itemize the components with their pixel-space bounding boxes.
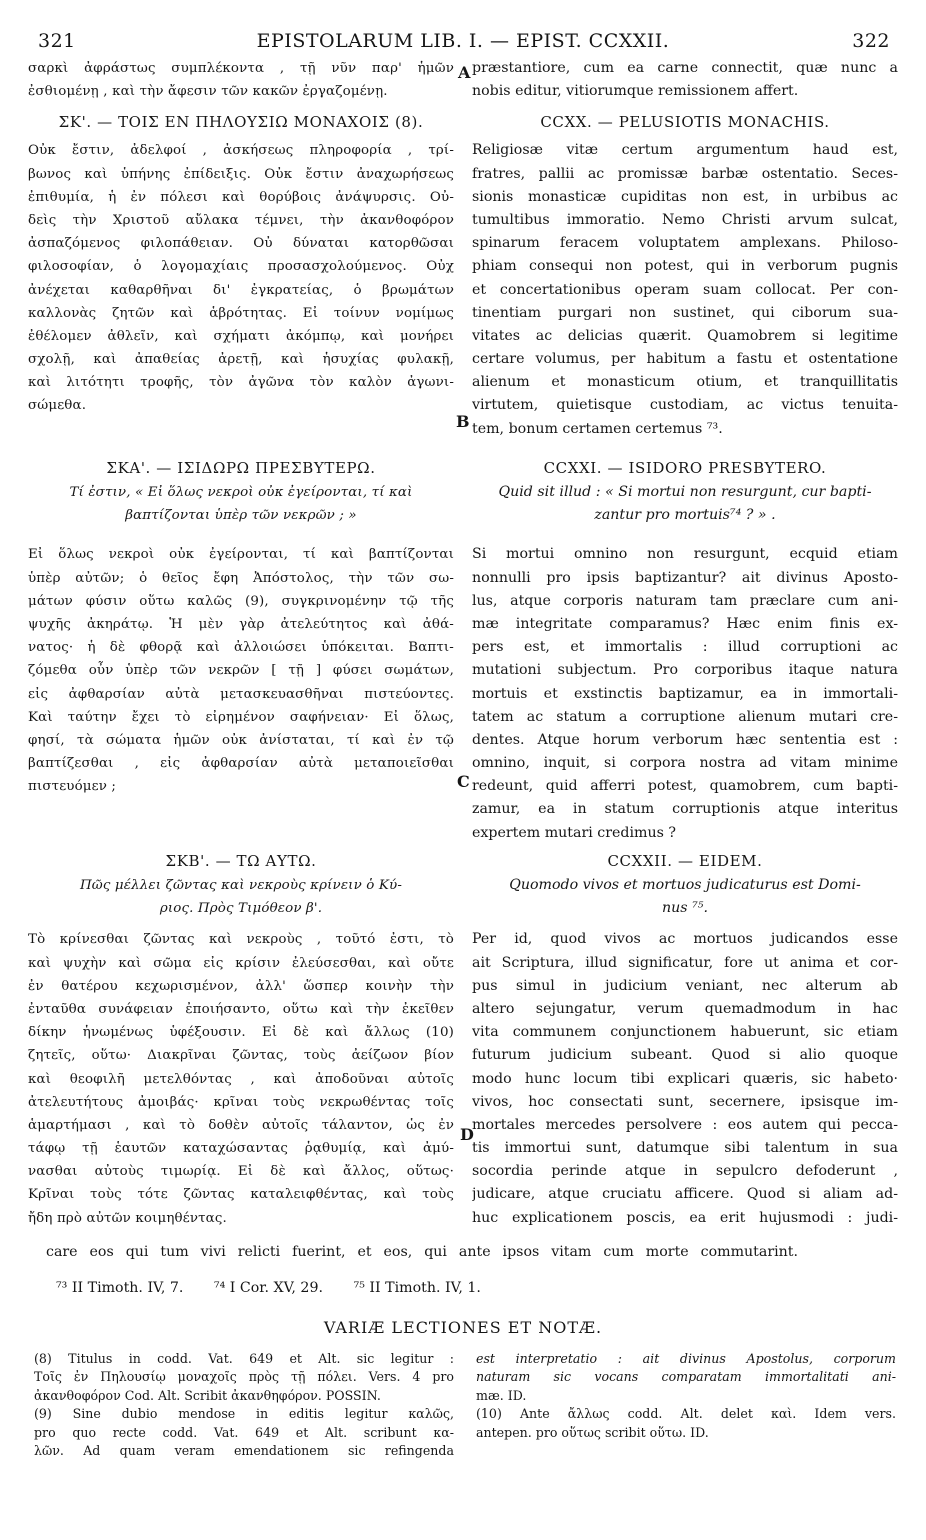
margin-marker-c: C bbox=[457, 772, 470, 791]
text-line: vivos, hoc consectati sunt, secernere, ipsisque im- bbox=[472, 1093, 898, 1110]
text-line: judicare, atque cruciatu afficere. Quod si aliam ad- bbox=[472, 1186, 898, 1203]
text-line: pers est, et immortalis : illud corruptioni ac bbox=[472, 639, 898, 656]
note-line: λῶν. Ad quam veram emendationem sic refingenda bbox=[34, 1442, 454, 1458]
text-line: Τὸ κρίνεσθαι ζῶντας καὶ νεκροὺς , τοῦτό ἐστι, τὸ bbox=[28, 932, 454, 948]
text-line: νατος· ἡ δὲ φθορᾷ καὶ ἀλλοιώσει ὑπόκειται. Βαπτι- bbox=[28, 640, 454, 656]
text-line: alienum et monasticum otium, et tranquillitatis bbox=[472, 374, 898, 391]
text-line: socordia perinde atque in sepulcro defoderunt , bbox=[472, 1163, 898, 1180]
text-line: certare volumus, per habitum a fastu et ostentatione bbox=[472, 351, 898, 368]
text-line: εἰς ἀφθαρσίαν αὐτὰ μετασκευασθῆναι πιστεύοντες. bbox=[28, 686, 454, 702]
text-line: spinarum feracem voluptatem amplexans. Philoso- bbox=[472, 235, 898, 252]
greek-column-part-2 bbox=[28, 455, 454, 798]
text-line: ζητεῖς, οὕτω· Διακρῖναι ζῶντας, τοὺς ἀείζωον βίον bbox=[28, 1048, 454, 1064]
text-line: φησί, τὰ σώματα ἡμῶν οὐκ ἀνίσταται, τί καὶ ἐν τῷ bbox=[28, 732, 454, 748]
text-line: tinentiam purgari non sustinet, qui ciborum sua- bbox=[472, 304, 898, 321]
greek-column-part-3 bbox=[28, 848, 454, 1230]
text-line: tem, bonum certamen certemus ⁷³. bbox=[472, 420, 723, 437]
greek-epistle-221-subtitle bbox=[28, 481, 454, 527]
note-line: naturam sic vocans comparatam immortalitati ani- bbox=[476, 1369, 896, 1385]
text-line: lus, atque corporis naturam tam præclare cum ani- bbox=[472, 592, 898, 609]
greek-epistle-222-text bbox=[28, 928, 454, 1229]
greek-epistle-222-title: ΣΚΒ'. — ΤΩ ΑΥΤΩ. bbox=[165, 852, 317, 870]
note-line: est interpretatio : ait divinus Apostolus, corporum bbox=[476, 1351, 896, 1366]
subtitle-line: βαπτίζονται ὑπὲρ τῶν νεκρῶν ; » bbox=[125, 508, 357, 524]
note-line: (10) Ante ἄλλως codd. Alt. delet καὶ. Idem vers. bbox=[476, 1406, 896, 1422]
text-line: nonnulli pro ipsis baptizantur? ait divinus Aposto- bbox=[472, 569, 898, 586]
text-line: phiam consequi non potest, qui in verborum pugnis bbox=[472, 258, 898, 275]
greek-epistle-220-text bbox=[28, 139, 454, 417]
text-line: ζόμεθα οὖν ὑπὲρ τῶν νεκρῶν [ τῇ ] φύσει σωμάτων, bbox=[28, 663, 454, 679]
text-line: mæ integritate comparamus? Hæc enim finis ex- bbox=[472, 615, 898, 632]
note-line: pro quo recte codd. Vat. 649 et Alt. scribunt κα- bbox=[34, 1424, 454, 1440]
text-line: καλλονὰς ζητῶν καὶ ἁβρότητας. Εἰ τοίνυν νομίμως bbox=[28, 305, 454, 321]
text-line: ἤδη πρὸ αὐτῶν κοιμηθέντας. bbox=[28, 1210, 227, 1226]
text-line: ἀνέχεται καθαρθῆναι δι' ἐγκρατείας, ὁ βρωμάτων bbox=[28, 282, 454, 298]
text-line: Οὐκ ἔστιν, ἀδελφοί , ἀσκήσεως πληροφορία , τρί- bbox=[28, 143, 454, 159]
text-line: ἐσθιομένῃ , καὶ τὴν ἄφεσιν τῶν κακῶν ἐργαζομένῃ. bbox=[28, 84, 388, 100]
latin-epistle-221-title: CCXXI. — ISIDORO PRESBYTERO. bbox=[543, 459, 827, 477]
text-line: δίκην ἡνωμένως ὑφέξουσιν. Εἰ δὲ καὶ ἄλλως (10) bbox=[28, 1025, 454, 1041]
latin-column bbox=[472, 57, 898, 441]
margin-marker-b: B bbox=[456, 412, 470, 431]
text-line: fratres, pallii ac promissæ barbæ ostentatio. Seces- bbox=[472, 165, 898, 182]
page-number-right: 322 bbox=[852, 30, 890, 52]
text-line: νασθαι αὐτοὺς τιμωρίᾳ. Εἰ δὲ καὶ ἄλλος, οὕτως· bbox=[28, 1164, 454, 1180]
text-line: βαπτίζεσθαι , εἰς ἀφθαρσίαν αὐτὰ μεταποιεῖσθαι bbox=[28, 756, 454, 772]
greek-epistle-220-title: ΣΚ'. — ΤΟΙΣ ΕΝ ΠΗΛΟΥΣΙΩ ΜΟΝΑΧΟΙΣ (8). bbox=[58, 113, 424, 132]
text-line: sionis monasticæ cupiditas non est, in urbibus ac bbox=[472, 188, 898, 205]
page-number-left: 321 bbox=[38, 30, 76, 52]
latin-epistle-222-title: CCXXII. — EIDEM. bbox=[607, 852, 763, 870]
notes-right-column bbox=[476, 1350, 896, 1442]
latin-epistle-220-text bbox=[472, 139, 898, 440]
text-line: καὶ θεοφιλῆ μετελθόντας , καὶ ἀποδοῦναι αὐτοῖς bbox=[28, 1071, 454, 1087]
text-line: futurum judicium subeant. Quod si alio quoque bbox=[472, 1047, 898, 1064]
subtitle-line: Quid sit illud : « Si mortui non resurgunt, cur bapti- bbox=[498, 484, 872, 500]
text-line: ἐπιθυμία, ἡ ἐν πόλεσι καὶ θορύβοις ἀνάψυρσις. Οὐ- bbox=[28, 189, 454, 205]
text-line: ἁμαρτήμασι , καὶ τὸ δοθὲν αὐτοῖς τάλαντον, ὡς ἐν bbox=[28, 1117, 454, 1133]
subtitle-line: ριος. Πρὸς Τιμόθεον β'. bbox=[159, 901, 323, 917]
text-line: expertem mutari credimus ? bbox=[472, 824, 677, 841]
latin-epistle-222-text bbox=[472, 928, 898, 1229]
subtitle-line: zantur pro mortuis⁷⁴ ? » . bbox=[594, 507, 776, 524]
text-line: tumultibus immoratio. Nemo Christi arvum sulcat, bbox=[472, 211, 898, 228]
text-line: ψυχῆς ἀκηράτῳ. Ἡ μὲν γὰρ ἀτελεύτητος καὶ ἀθά- bbox=[28, 616, 454, 632]
text-line: σχολῇ, καὶ ἀπαθείας ἀρετῇ, καὶ ἡσυχίας φυλακῇ, bbox=[28, 352, 454, 368]
text-line: μάτων φύσιν οὕτω καλῶς (9), συγκρινομένην τῷ τῆς bbox=[28, 593, 454, 609]
latin-epistle-221-subtitle bbox=[472, 481, 898, 527]
text-line: ἀσπαζόμενος φιλοπάθειαν. Οὐ δύναται κατορθῶσαι bbox=[28, 236, 454, 252]
subtitle-line: Τί ἐστιν, « Εἰ ὅλως νεκροὶ οὐκ ἐγείρονται, τί καὶ bbox=[69, 485, 413, 500]
text-line: καὶ ψυχὴν καὶ σῶμα εἰς κρίσιν ἐλεύσεσθαι, καὶ οὔτε bbox=[28, 955, 454, 971]
text-line: ἐν θατέρου κεχωρισμένον, ἀλλ' ὥσπερ κοινὴν τὴν bbox=[28, 978, 454, 994]
page-header bbox=[30, 30, 896, 60]
text-line: mortuis et exstinctis baptizamur, ea in immortali- bbox=[472, 685, 898, 702]
greek-intro bbox=[28, 57, 454, 103]
spanning-line: care eos qui tum vivi relicti fuerint, et eos, qui ante ipsos vitam cum morte commutarint. bbox=[46, 1244, 798, 1260]
note-line: (9) Sine dubio mendose in editis legitur καλῶς, bbox=[34, 1406, 454, 1422]
text-line: δεὶς τὴν Χριστοῦ αὔλακα τέμνει, τὴν ἀκανθοφόρον bbox=[28, 212, 454, 228]
text-line: ἐθέλομεν ἀθλεῖν, καὶ σχήματι ἀκόμπῳ, καὶ μονήρει bbox=[28, 328, 454, 344]
footnote-73: ⁷³ II Timoth. IV, 7. bbox=[56, 1280, 184, 1296]
subtitle-line: Πῶς μέλλει ζῶντας καὶ νεκροὺς κρίνειν ὁ Κύ- bbox=[79, 878, 402, 893]
text-line: Κρῖναι τοὺς τότε ζῶντας καταλειφθέντας, καὶ τοὺς bbox=[28, 1187, 454, 1203]
text-line: Religiosæ vitæ certum argumentum haud est, bbox=[472, 142, 898, 159]
latin-epistle-220-title: CCXX. — PELUSIOTIS MONACHIS. bbox=[540, 113, 830, 132]
greek-column bbox=[28, 57, 454, 418]
text-line: virtutem, quietisque custodiam, ac victus tenuita- bbox=[472, 397, 898, 414]
greek-epistle-222-subtitle bbox=[28, 874, 454, 920]
text-line: vitates ac delicias quærit. Quamobrem si legitime bbox=[472, 327, 898, 344]
text-line: καὶ λιτότητι τροφῆς, τὸν ἀγῶνα τὸν καλὸν ἀγωνι- bbox=[28, 375, 454, 391]
text-line: Εἰ ὅλως νεκροὶ οὐκ ἐγείρονται, τί καὶ βαπτίζονται bbox=[28, 547, 454, 563]
text-line: Καὶ ταύτην ἔχει τὸ εἰρημένον σαφήνειαν· Εἰ ὅλως, bbox=[28, 709, 454, 725]
text-line: omnino, inquit, si corpora nostra ad vitam minime bbox=[472, 755, 898, 772]
text-line: redeunt, quid afferri potest, quamobrem, cum bapti- bbox=[472, 778, 898, 795]
text-line: dentes. Atque horum verborum hæc sententia est : bbox=[472, 731, 898, 748]
text-line: vita communem conjunctionem habuerunt, sic etiam bbox=[472, 1024, 898, 1041]
text-line: tatem ac statum a corruptione alienum mutari cre- bbox=[472, 708, 898, 725]
footnote-74: ⁷⁴ I Cor. XV, 29. bbox=[213, 1280, 323, 1296]
variae-lectiones-title: VARIÆ LECTIONES ET NOTÆ. bbox=[323, 1318, 603, 1337]
text-line: ait Scriptura, illud significatur, fore ut anima et cor- bbox=[472, 954, 898, 971]
text-line: πιστευόμεν ; bbox=[28, 779, 117, 795]
text-line: et concertationibus operam suam collocat. Per con- bbox=[472, 281, 898, 298]
text-line: zamur, ea in statum corruptionis atque interitus bbox=[472, 801, 898, 818]
text-line: ἀτελευτήτους ἀμοιβάς· κρῖναι τοὺς νεκρωθέντας τοῖς bbox=[28, 1094, 454, 1110]
note-line: antepen. pro οὕτως scribit οὕτω. ID. bbox=[476, 1424, 709, 1440]
note-line: mæ. ID. bbox=[476, 1387, 527, 1403]
text-line: modo hunc locum tibi explicari quæris, sic habeto· bbox=[472, 1070, 898, 1087]
notes-left-column bbox=[34, 1350, 454, 1460]
text-line: altero sejungatur, verum quemadmodum in hac bbox=[472, 1000, 898, 1017]
text-line: tis immortui sunt, datumque sibi talentum in sua bbox=[472, 1140, 898, 1157]
text-line: ὑπὲρ αὐτῶν; ὁ θεῖος ἔφη Ἀπόστολος, τὴν τῶν σω- bbox=[28, 570, 454, 586]
text-line: Per id, quod vivos ac mortuos judicandos esse bbox=[472, 931, 898, 948]
latin-column-part-2 bbox=[472, 455, 898, 845]
text-line: σαρκὶ ἀφράστως συμπλέκοντα , τῇ νῦν παρ' ἡμῶν bbox=[28, 61, 454, 76]
footnotes bbox=[56, 1280, 507, 1296]
text-line: nobis editur, vitiorumque remissionem affert. bbox=[472, 83, 799, 100]
text-line: Si mortui omnino non resurgunt, ecquid etiam bbox=[472, 546, 898, 563]
subtitle-line: nus ⁷⁵. bbox=[662, 900, 708, 917]
text-line: huc explicationem poscis, ea erit hujusmodi : judi- bbox=[472, 1209, 898, 1226]
text-line: mortales mercedes persolvere : eos autem qui pecca- bbox=[472, 1116, 898, 1133]
latin-column-part-3 bbox=[472, 848, 898, 1230]
text-line: mutationi subjectum. Pro corporibus itaque natura bbox=[472, 662, 898, 679]
greek-epistle-221-title: ΣΚΑ'. — ΙΣΙΔΩΡΩ ΠΡΕΣΒΥΤΕΡΩ. bbox=[106, 459, 376, 477]
latin-epistle-221-text bbox=[472, 543, 898, 844]
latin-intro bbox=[472, 57, 898, 103]
note-line: ἀκανθοφόρον Cod. Alt. Scribit ἀκανθηφόρον. POSSIN. bbox=[34, 1387, 381, 1403]
greek-epistle-221-text bbox=[28, 543, 454, 798]
margin-marker-d: D bbox=[460, 1125, 474, 1144]
running-title: EPISTOLARUM LIB. I. — EPIST. CCXXII. bbox=[256, 30, 670, 52]
text-line: ἐνταῦθα συνάφειαν ἐποιήσαντο, οὕτω καὶ τὴν ἐκεῖθεν bbox=[28, 1001, 454, 1017]
note-line: Τοῖς ἐν Πηλουσίῳ μοναχοῖς πρὸς τῇ πόλει. Vers. 4 pro bbox=[34, 1369, 454, 1385]
text-line: præstantiore, cum ea carne connectit, quæ nunc a bbox=[472, 60, 898, 76]
text-line: pus simul in judicium veniant, nec alterum ab bbox=[472, 977, 898, 994]
subtitle-line: Quomodo vivos et mortuos judicaturus est Domi- bbox=[509, 877, 861, 893]
latin-epistle-222-subtitle bbox=[472, 874, 898, 920]
footnote-75: ⁷⁵ II Timoth. IV, 1. bbox=[353, 1280, 481, 1296]
text-line: τάφῳ τῇ ἑαυτῶν καταχώσαντας ῥᾳθυμίᾳ, καὶ ἀμύ- bbox=[28, 1141, 454, 1157]
text-line: φιλοσοφίαν, ὁ λογομαχίαις προσασχολούμενος. Οὐχ bbox=[28, 259, 454, 275]
text-line: βωνος καὶ ὑπήνης ἐπίδειξις. Οὐκ ἔστιν ἀναχωρήσεως bbox=[28, 166, 454, 182]
margin-marker-a: A bbox=[458, 63, 471, 82]
note-line: (8) Titulus in codd. Vat. 649 et Alt. sic legitur : bbox=[34, 1351, 454, 1366]
text-line: σώμεθα. bbox=[28, 398, 87, 414]
